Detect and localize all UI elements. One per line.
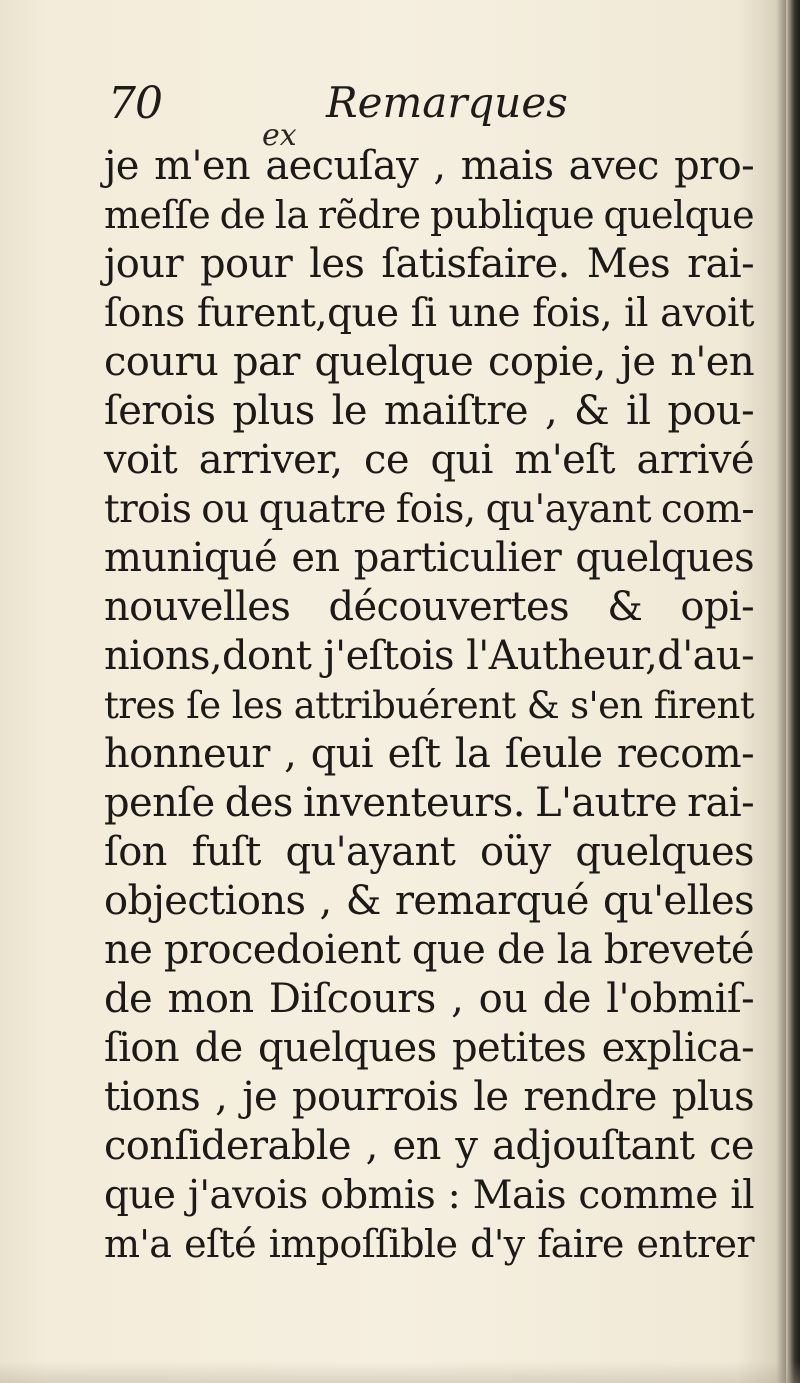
text-line: m'a eſté impoſſible d'y faire entrer [104,1222,754,1266]
text-line: conſiderable , en y adjouſtant ce [104,1123,754,1169]
page-bottom-shade [0,1361,800,1383]
text-line: tres ſe les attribuérent & s'en firent [104,684,754,727]
text-line: ſerois plus le maiſtre , & il pou- [104,388,754,434]
page-number: 70 [108,78,162,129]
text-line: jour pour les ſatisfaire. Mes rai- [104,241,754,287]
text-line: de mon Diſcours , ou de l'obmiſ- [104,976,754,1022]
text-line: ſion de quelques petites explica- [104,1025,754,1071]
text-line: objections , & remarqué qu'elles [104,878,754,924]
text-line: muniqué en particulier quelques [104,535,754,581]
running-title: Remarques [326,78,568,127]
handwritten-annotation: ex [262,118,297,153]
text-line: ſons furent,que ſi une fois, il avoit [104,291,754,336]
text-line: honneur , qui eſt la ſeule recom- [104,731,754,777]
text-line: couru par quelque copie, je n'en [104,339,754,385]
text-line: que j'avois obmis : Mais comme il [104,1173,754,1218]
text-line: penſe des inventeurs. L'autre rai- [104,780,754,826]
page-edge-shadow [786,0,800,1383]
text-line: nouvelles découvertes & opi- [104,584,754,630]
text-line: je m'en aecuſay , mais avec pro- [104,143,754,189]
text-line: tions , je pourrois le rendre plus [104,1074,754,1120]
text-line: voit arriver, ce qui m'eſt arrivé [104,437,754,483]
text-line: trois ou quatre fois, qu'ayant com- [104,487,754,532]
text-line: meſſe de la rẽdre publique quelque [104,193,754,237]
text-line: nions,dont j'eſtois l'Autheur,d'au- [104,633,754,679]
text-line: ſon fuſt qu'ayant oüy quelques [104,829,754,875]
running-head [108,78,748,138]
body-text [104,142,754,1269]
text-line: ne procedoient que de la breveté [104,927,754,973]
